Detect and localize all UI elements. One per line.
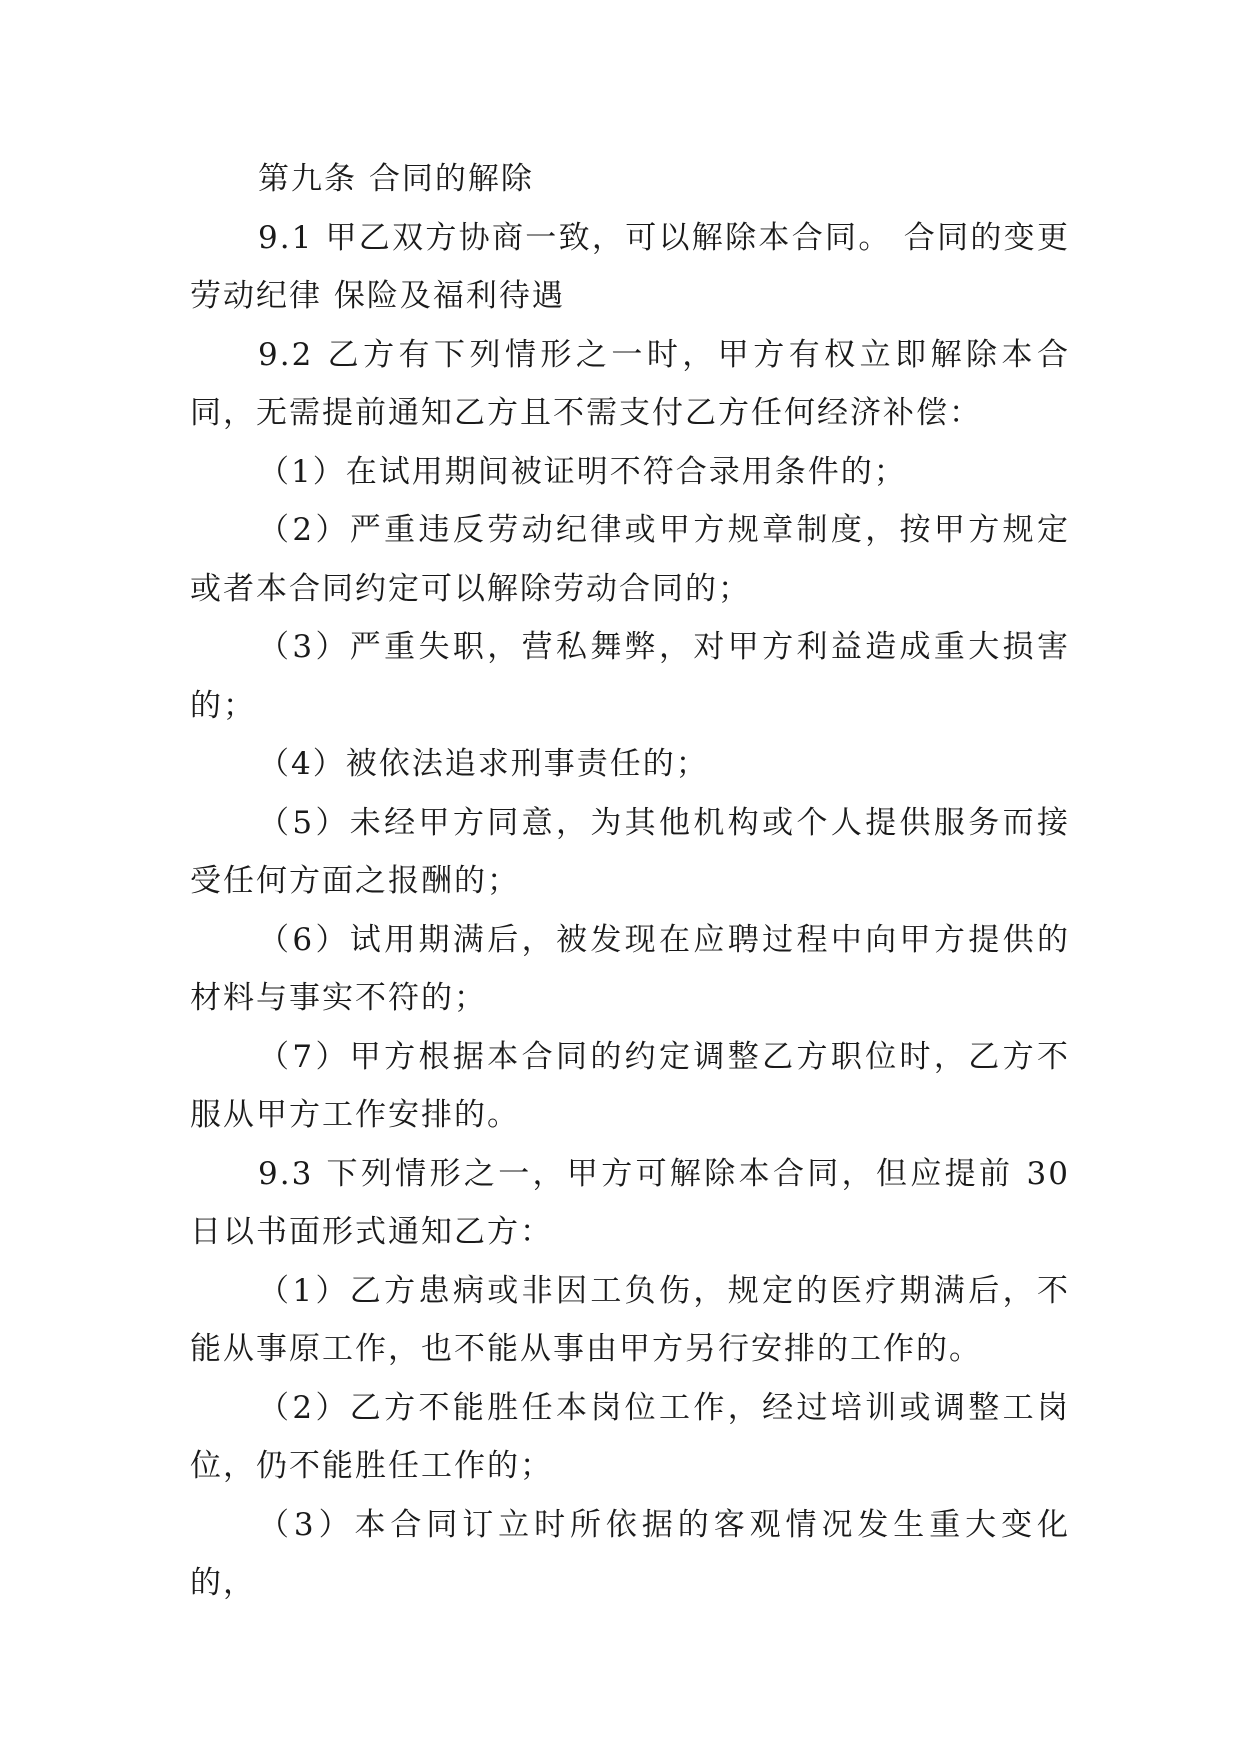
clause-9-2-item-5: （5）未经甲方同意，为其他机构或个人提供服务而接受任何方面之报酬的； xyxy=(190,804,1070,899)
clause-9-2-item-4: （4）被依法追求刑事责任的； xyxy=(258,746,709,782)
clause-9-3-item-2: （2）乙方不能胜任本岗位工作，经过培训或调整工岗位，仍不能胜任工作的； xyxy=(190,1389,1070,1484)
clause-9-2: 9.2 乙方有下列情形之一时，甲方有权立即解除本合同，无需提前通知乙方且不需支付乙方任何经济补偿： xyxy=(190,336,1070,431)
clause-9-2-item-7: （7）甲方根据本合同的约定调整乙方职位时，乙方不服从甲方工作安排的。 xyxy=(190,1038,1070,1133)
clause-9-2-item-1: （1）在试用期间被证明不符合录用条件的； xyxy=(258,453,907,490)
clause-9-1: 9.1 甲乙双方协商一致，可以解除本合同。 合同的变更劳动纪律 保险及福利待遇 xyxy=(190,219,1070,314)
article-title: 第九条 合同的解除 xyxy=(258,161,534,197)
clause-9-2-item-2: （2）严重违反劳动纪律或甲方规章制度，按甲方规定或者本合同约定可以解除劳动合同的； xyxy=(190,512,1070,607)
clause-9-2-item-6: （6）试用期满后，被发现在应聘过程中向甲方提供的材料与事实不符的； xyxy=(190,921,1070,1016)
clause-9-3-item-1: （1）乙方患病或非因工负伤，规定的医疗期满后，不能从事原工作，也不能从事由甲方另行安排的工作的。 xyxy=(190,1272,1070,1367)
clause-9-3: 9.3 下列情形之一，甲方可解除本合同，但应提前 30 日以书面形式通知乙方： xyxy=(190,1155,1070,1250)
contract-body xyxy=(190,150,1070,1613)
clause-9-2-item-3: （3）严重失职，营私舞弊，对甲方利益造成重大损害的； xyxy=(190,629,1070,724)
clause-9-3-item-3: （3）本合同订立时所依据的客观情况发生重大变化的， xyxy=(190,1506,1070,1601)
